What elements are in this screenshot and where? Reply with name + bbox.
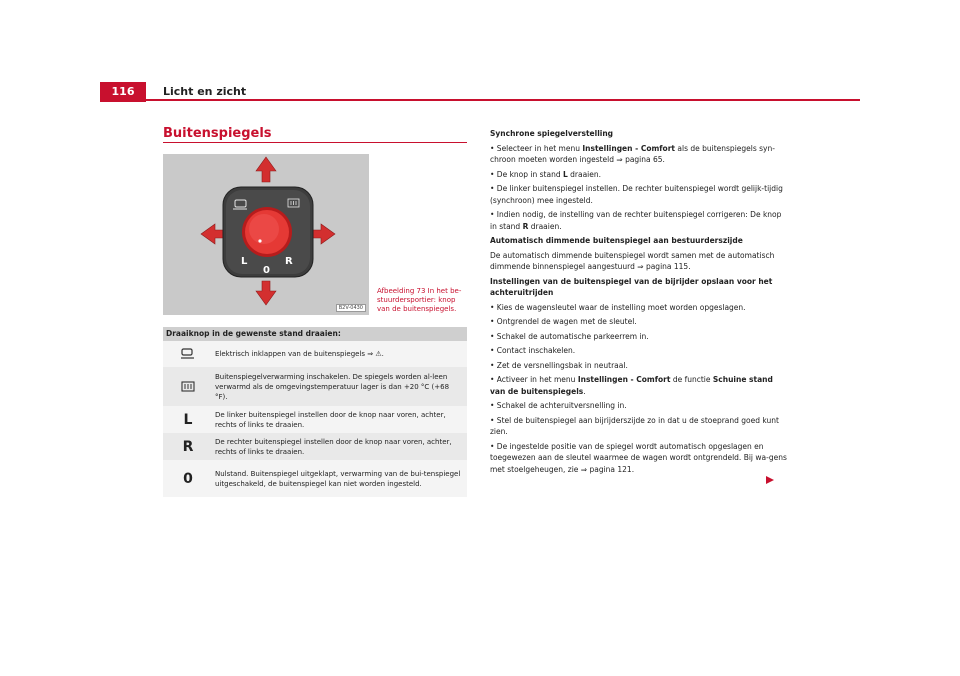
mirror-heating-icon (163, 380, 213, 394)
page-number: 116 (100, 82, 146, 102)
arrow-up-icon (256, 157, 276, 182)
row-text: Elektrisch inklappen van de buitenspiegels ⇒ ⚠. (215, 350, 384, 358)
save-step-6: • Activeer in het menu Instellingen - Comfort de functie Schuine stand van de buitenspiegels. (490, 375, 773, 396)
dim-text: De automatisch dimmende buitenspiegel wordt samen met de automatisch dimmende binnenspiegel aangestuurd ⇒ pagina 115. (490, 250, 775, 271)
save-heading: Instellingen van de buitenspiegel van de bijrijder opslaan voor het achteruitrijden (490, 276, 773, 297)
save-step-3: • Schakel de automatische parkeerrem in. (490, 331, 649, 341)
sync-heading: Synchrone spiegelverstelling (490, 129, 614, 138)
row-text: Nulstand. Buitenspiegel uitgeklapt, verwarming van de bui-tenspiegel uitgeschakeld, de buitenspiegel kan niet worden ingesteld. (215, 469, 461, 488)
save-step-8: • Stel de buitenspiegel aan bijrijderszijde zo in dat u de stoeprand goed kunt zien. (490, 415, 779, 436)
mirror-knob-illustration (163, 154, 369, 315)
letter-zero-icon: 0 (183, 470, 193, 487)
knob-label-left: L (241, 256, 248, 267)
row-text: De linker buitenspiegel instellen door de knop naar voren, achter, rechts of links te draaien. (215, 410, 446, 429)
save-step-1: • Kies de wagensleutel waar de instelling moet worden opgeslagen. (490, 302, 746, 312)
save-step-5: • Zet de versnellingsbak in neutraal. (490, 360, 628, 370)
mirror-knob-figure (163, 154, 369, 315)
sync-step-3: • De linker buitenspiegel instellen. De rechter buitenspiegel wordt gelijk-tijdig (synchroon) mee ingesteld. (490, 184, 783, 205)
dim-heading: Automatisch dimmende buitenspiegel aan bestuurderszijde (490, 236, 743, 245)
save-step-4: • Contact inschakelen. (490, 346, 576, 355)
mirror-fold-icon (163, 348, 213, 360)
arrow-left-icon (201, 224, 225, 244)
save-step-2: • Ontgrendel de wagen met de sleutel. (490, 317, 637, 326)
section-rule (163, 142, 467, 143)
continue-arrow-icon (766, 469, 774, 488)
sync-step-1: • Selecteer in het menu Instellingen - Comfort als de buitenspiegels syn-chroon moeten worden ingesteld ⇒ pagina 65. (490, 143, 775, 164)
letter-r-icon: R (182, 438, 194, 455)
knob-label-center: 0 (263, 265, 270, 276)
section-title: Buitenspiegels (163, 126, 272, 141)
arrow-down-icon (256, 281, 276, 305)
table-header: Draaiknop in de gewenste stand draaien: (163, 327, 467, 341)
figure-caption: Afbeelding 73 In het be-stuurdersportier: knop van de buitenspiegels. (377, 287, 462, 313)
sync-step-2: • De knop in stand L draaien. (490, 169, 602, 179)
table-row (163, 460, 467, 497)
save-step-9: • De ingestelde positie van de spiegel wordt automatisch opgeslagen en toegewezen aan de sleutel waarmee de wagen wordt ontgrendeld. Bij wa-gens met stoelgeheugen, zie ⇒ pagina 121. (490, 441, 787, 474)
knob-positions-table (163, 327, 467, 497)
table-row (163, 367, 467, 406)
knob-label-right: R (285, 256, 293, 267)
right-column (490, 126, 790, 478)
row-text: De rechter buitenspiegel instellen door de knop naar voren, achter, rechts of links te draaien. (215, 437, 452, 456)
header-title: Licht en zicht (163, 85, 247, 98)
sync-step-4: • Indien nodig, de instelling van de rechter buitenspiegel corrigeren: De knop in stand R draaien. (490, 210, 782, 231)
table-row (163, 433, 467, 460)
table-row (163, 406, 467, 433)
row-text: Buitenspiegelverwarming inschakelen. De spiegels worden al-leen verwarmd als de omgevingstemperatuur lager is dan +20 °C (+68 °F). (215, 372, 450, 401)
letter-l-icon: L (183, 411, 193, 428)
arrow-right-icon (311, 224, 335, 244)
header-rule (146, 99, 860, 101)
save-step-7: • Schakel de achteruitversnelling in. (490, 401, 627, 410)
table-row (163, 341, 467, 367)
figure-code: B2V-0430 (336, 304, 366, 312)
